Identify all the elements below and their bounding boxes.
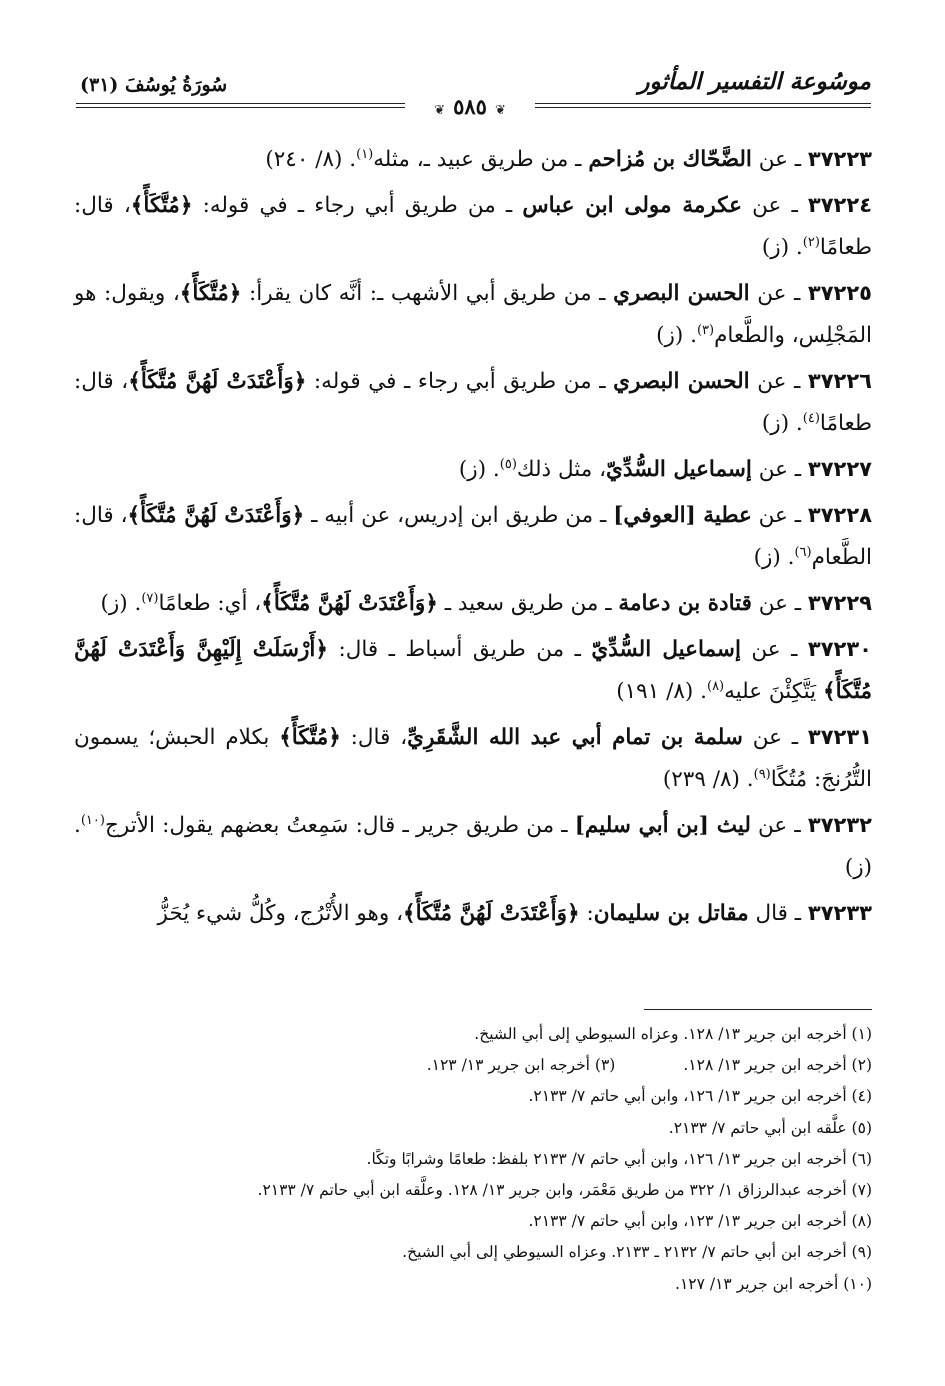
quran-quote: ﴿مُتَّكَأً﴾ (279, 725, 341, 750)
narrator-name: عطية [العوفي] (613, 503, 752, 528)
entry-source: . (ز) (761, 235, 803, 260)
entry-text: : (579, 901, 594, 926)
footnote: (٤) أخرجه ابن جرير ١٣/ ١٢٦، وابن أبي حاتم ٧/ ٢١٣٣. (528, 1087, 872, 1106)
entry (74, 272, 872, 357)
surah-header: سُورَةُ يُوسُفَ (٣١) (80, 74, 228, 96)
entry-number: ٣٧٢٢٥ (807, 281, 872, 305)
footnote: (٥) علَّقه ابن أبي حاتم ٧/ ٢١٣٣. (668, 1118, 872, 1137)
footnote: (٣) أخرجه ابن جرير ١٣/ ١٢٣. (426, 1056, 616, 1075)
footnote-marker: (٢) (802, 234, 820, 250)
entry-connector: ـ عن (749, 281, 808, 306)
entry-number: ٣٧٢٣٠ (807, 637, 872, 661)
footnote-marker: (٧) (141, 590, 159, 606)
main-text (74, 138, 872, 938)
entry-connector: ـ قال (748, 901, 808, 926)
footnote: (١٠) أخرجه ابن جرير ١٣/ ١٢٧. (675, 1274, 872, 1293)
entry-text: ـ من طريق أبي رجاء ـ في قوله: (192, 193, 523, 218)
footnote-marker: (١٠) (80, 812, 105, 828)
entry-connector: ـ عن (750, 813, 808, 838)
narrator-name: قتادة بن دعامة (618, 591, 752, 616)
entry-source: . (ز) (656, 323, 697, 348)
narrator-name: سلمة بن تمام أبي عبد الله الشَّقَرِيِّ (407, 725, 743, 750)
quran-quote: ﴿وَأَعْتَدَتْ لَهُنَّ مُتَّكَأً﴾ (261, 591, 438, 616)
entry-connector: ـ عن (749, 369, 808, 394)
quran-quote: ﴿وَأَعْتَدَتْ لَهُنَّ مُتَّكَأً﴾ (403, 901, 580, 926)
footnote: (٩) أخرجه ابن أبي حاتم ٧/ ٢١٣٢ ـ ٢١٣٣. وعزاه السيوطي إلى أبي الشيخ. (402, 1243, 872, 1262)
entry-source: . (ز) (100, 591, 142, 616)
entry (74, 360, 872, 445)
entry (74, 184, 872, 269)
quran-quote: ﴿وَأَعْتَدَتْ لَهُنَّ مُتَّكَأً﴾ (128, 369, 307, 394)
entry-source: . (ز) (761, 411, 803, 436)
narrator-name: عكرمة مولى ابن عباس (522, 193, 742, 218)
entry-number: ٣٧٢٣١ (807, 725, 873, 749)
footnote-marker: (٩) (753, 766, 771, 782)
narrator-name: مقاتل بن سليمان (593, 901, 749, 926)
ornament-icon: ❦ (434, 103, 445, 118)
narrator-name: الضَّحّاك بن مُزاحم (588, 147, 752, 172)
footnote-separator (644, 1009, 872, 1010)
footnote-marker: (٦) (794, 544, 812, 560)
entry-connector: ـ عن (751, 503, 808, 528)
footnote-marker: (١) (356, 146, 374, 162)
book-title: موسُوعة التفسير المأثور (638, 68, 871, 95)
narrator-name: الحسن البصري (613, 281, 750, 306)
quran-quote: ﴿وَأَعْتَدَتْ لَهُنَّ مُتَّكَأً﴾ (127, 503, 305, 528)
entry (74, 892, 872, 935)
entry-text: ، مثل ذلك (516, 457, 607, 482)
entry-connector: ـ عن (751, 591, 808, 616)
entry-number: ٣٧٢٢٨ (807, 503, 873, 527)
entry-source: . (٨/ ١٩١) (616, 679, 707, 704)
entry (74, 582, 872, 625)
entry-text: يَتَّكِئْنَ عليه (724, 679, 823, 704)
entry-text: ، ويقول: هو المَجْلِس، والطَّعام (74, 281, 872, 348)
quran-quote: ﴿أَرْسَلَتْ إِلَيْهِنَّ وَأَعْتَدَتْ لَهُنَّ مُتَّكَأً﴾ (74, 637, 872, 704)
entry (74, 804, 872, 889)
entry-text: ، وهو الأُتْرُج، وكُلُّ شيء يُحَزُّ (157, 901, 404, 926)
footnotes (74, 1019, 872, 1300)
entry-text: ـ من طريق جرير ـ قال: سَمِعتُ بعضهم يقول: الأترج (104, 813, 575, 838)
entry-number: ٣٧٢٢٤ (807, 193, 873, 217)
entry-text: ـ من طريق أبي الأشهب ـ: أنَّه كان يقرأ: (241, 281, 614, 306)
entry-number: ٣٧٢٢٧ (807, 457, 872, 481)
footnote: (٧) أخرجه عبدالرزاق ١/ ٣٢٢ من طريق مَعْمَر، وابن جرير ١٣/ ١٢٨. وعلَّقه ابن أبي حاتم ٧/ ٢١٣٣. (257, 1181, 872, 1200)
footnote-marker: (٥) (499, 456, 517, 472)
entry-text: ، قال: (340, 725, 408, 750)
page-number-box (405, 92, 535, 122)
entry (74, 448, 872, 491)
entry-number: ٣٧٢٣٣ (807, 901, 872, 925)
entry-connector: ـ عن (740, 637, 808, 662)
entry-text: ـ من طريق ابن إدريس، عن أبيه ـ (304, 503, 614, 528)
entry-text: بكلام الحبش؛ يسمون التُّرُنجَ: مُتُكًا (74, 725, 872, 792)
entry-connector: ـ عن (751, 147, 808, 172)
entry-text: ، أي: طعامًا (158, 591, 262, 616)
footnote-row (74, 1050, 872, 1081)
entry-text: ، قال: طعامًا (74, 369, 872, 436)
footnote: (١) أخرجه ابن جرير ١٣/ ١٢٨. وعزاه السيوطي إلى أبي الشيخ. (474, 1025, 872, 1043)
entry-source: . (٨/ ٢٤٠) (265, 147, 357, 172)
entry-number: ٣٧٢٣٢ (807, 813, 872, 837)
entry-source: . (ز) (753, 545, 795, 570)
footnote: (٨) أخرجه ابن جرير ١٣/ ١٢٣، وابن أبي حاتم ٧/ ٢١٣٣. (528, 1212, 872, 1231)
entry-number: ٣٧٢٢٣ (807, 147, 872, 171)
footnote-marker: (٨) (706, 678, 725, 694)
quran-quote: ﴿مُتَّكَأً﴾ (179, 281, 242, 306)
entry (74, 138, 872, 181)
entry-text: ـ من طريق أسباط ـ قال: (327, 637, 592, 662)
entry-number: ٣٧٢٢٩ (807, 591, 872, 615)
entry-number: ٣٧٢٢٦ (807, 369, 872, 393)
footnote-marker: (٤) (802, 410, 820, 426)
narrator-name: ليث [بن أبي سليم] (574, 813, 751, 838)
ornament-icon: ❦ (495, 103, 506, 118)
entry (74, 494, 872, 579)
narrator-name: الحسن البصري (613, 369, 750, 394)
narrator-name: إسماعيل السُّدِّيّ (606, 457, 752, 482)
entry-connector: ـ عن (741, 193, 808, 218)
entry (74, 716, 872, 801)
entry-text: ـ من طريق أبي رجاء ـ في قوله: (306, 369, 614, 394)
footnote: (٦) أخرجه ابن جرير ١٣/ ١٢٦، وابن أبي حاتم ٧/ ٢١٣٣ بلفظ: طعامًا وشرابًا وتكًا. (366, 1149, 872, 1168)
entry-text: ، قال: الطَّعام (74, 503, 872, 570)
entry-connector: ـ عن (742, 725, 808, 750)
entry-text: ـ من طريق عبيد ـ، مثله (373, 147, 589, 172)
narrator-name: إسماعيل السُّدِّيّ (591, 637, 741, 662)
entry-connector: ـ عن (751, 457, 808, 482)
entry-source: . (ز) (458, 457, 500, 482)
entry-text: ، قال: طعامًا (74, 193, 872, 260)
footnote-marker: (٣) (696, 322, 715, 338)
page-number: ٥٨٥ (453, 94, 487, 119)
entry-source: . (ز) (74, 813, 872, 880)
footnote: (٢) أخرجه ابن جرير ١٣/ ١٢٨. (683, 1056, 872, 1075)
entry-source: . (٨/ ٢٣٩) (662, 767, 754, 792)
entry (74, 628, 872, 713)
entry-text: ـ من طريق سعيد ـ (437, 591, 619, 616)
quran-quote: ﴿مُتَّكَأً﴾ (130, 193, 193, 218)
